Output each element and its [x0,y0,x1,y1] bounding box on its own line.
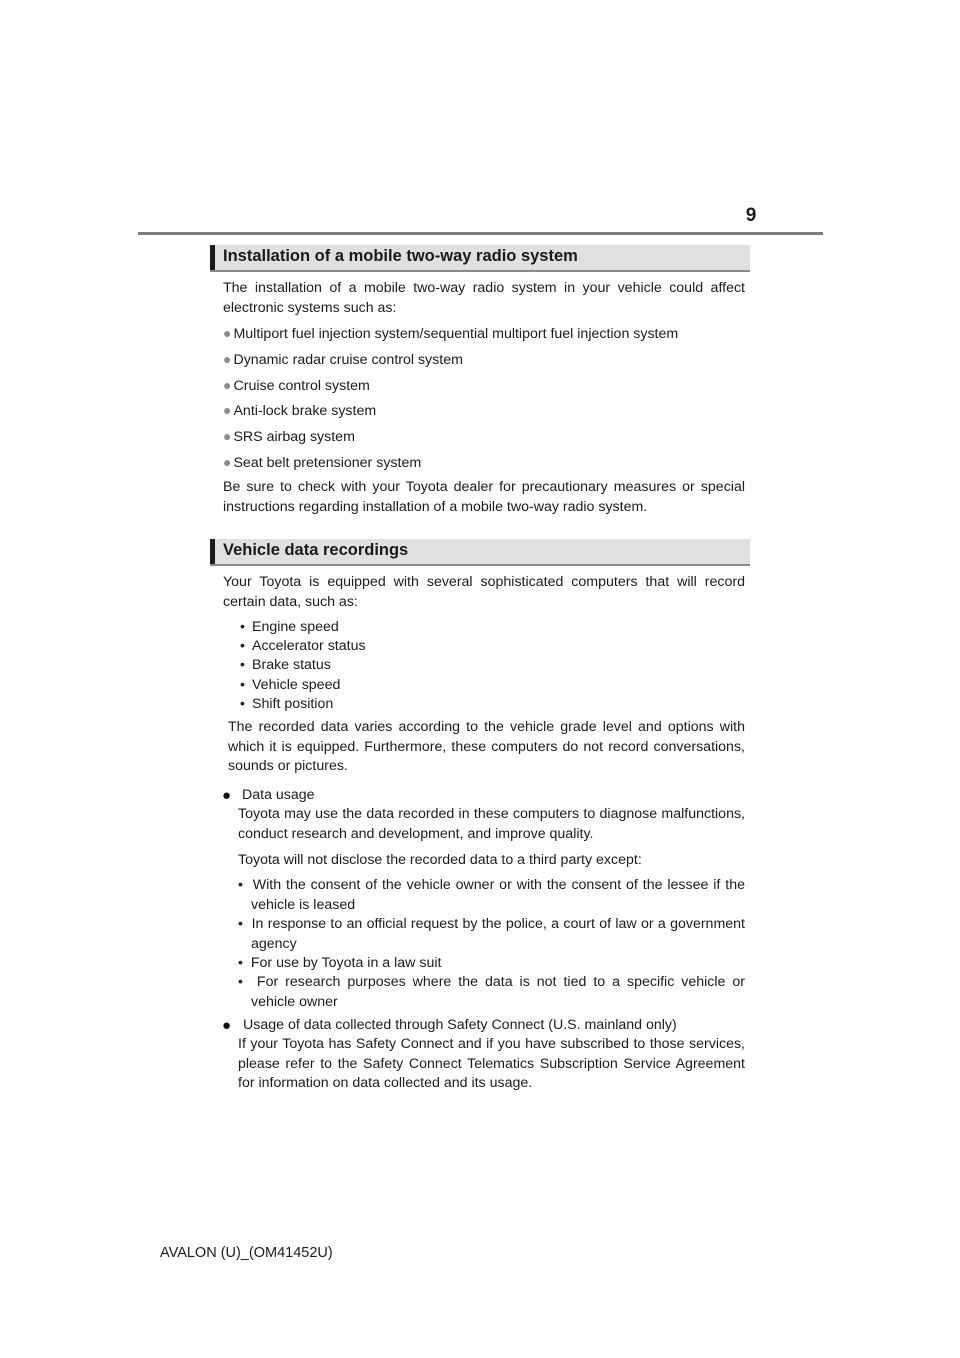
section-title: Installation of a mobile two-way radio system [223,247,578,265]
bullet-icon: • [238,974,243,990]
data-usage-text: Toyota may use the data recorded in these computers to diagnose malfunctions, conduct research and development, and improve quality. [238,806,745,842]
section-header-radio [210,245,750,272]
list-item: • Shift position [240,695,333,715]
list-item: ● Dynamic radar cruise control system [223,351,463,368]
bullet-dot-icon: ● [223,325,232,341]
bullet-icon: • [238,955,243,971]
bullet-dot-icon: ● [223,428,232,444]
list-item: ● Anti-lock brake system [223,402,377,419]
list-item: ● Seat belt pretensioner system [223,454,422,471]
list-item: ● SRS airbag system [223,428,355,445]
bullet-icon: • [240,619,245,635]
list-item: ● Cruise control system [223,377,370,394]
bullet-icon: • [238,877,243,893]
list-item: • For use by Toyota in a law suit [238,955,442,971]
bullet-dot-icon: ● [223,402,232,418]
section-intro: Your Toyota is equipped with several sophisticated computers that will record certain data, such as: [223,574,745,610]
data-note: The recorded data varies according to the vehicle grade level and options with which it is equipped. Furthermore, these computers do not record conversations, sounds or pictures. [228,719,745,774]
bullet-dot-icon: ● [222,1017,232,1034]
disclosure-text: Toyota will not disclose the recorded data to a third party except: [238,852,642,868]
list-item: • Vehicle speed [240,676,340,696]
list-item: • With the consent of the vehicle owner or with the consent of the lessee if the vehicle is leased [238,877,745,913]
list-item: • In response to an official request by the police, a court of law or a government agency [238,916,745,952]
section-intro: The installation of a mobile two-way radio system in your vehicle could affect electronic systems such as: [223,280,745,316]
bullet-dot-icon: ● [223,351,232,367]
bullet-icon: • [240,657,245,673]
list-item: • Brake status [240,656,331,676]
section-title: Vehicle data recordings [223,541,409,559]
header-rule [138,232,823,235]
bullet-dot-icon: ● [223,377,232,393]
list-item: • For research purposes where the data is not tied to a specific vehicle or vehicle owner [238,974,746,1010]
section-outro: Be sure to check with your Toyota dealer for precautionary measures or special instructions regarding installation of a mobile two-way radio system. [223,479,745,515]
bullet-icon: • [240,677,245,693]
list-item: • Accelerator status [240,637,366,657]
bullet-icon: • [240,638,245,654]
list-item: • Engine speed [240,618,339,638]
safety-connect-text: If your Toyota has Safety Connect and if you have subscribed to those services, please refer to the Safety Connect Telematics Subscription Service Agreement for information on data collected and its usage. [238,1036,745,1091]
section-header-data [210,539,750,566]
footer-model-code: AVALON (U)_(OM41452U) [160,1245,333,1261]
bullet-dot-icon: ● [223,454,232,470]
bullet-icon: • [238,916,243,932]
page-number: 9 [745,205,757,226]
subsection-heading: Usage of data collected through Safety Connect (U.S. mainland only) [243,1017,677,1033]
bullet-dot-icon: ● [222,787,232,804]
list-item: ● Multiport fuel injection system/sequential multiport fuel injection system [223,325,679,342]
bullet-icon: • [240,696,245,712]
subsection-heading: Data usage [242,787,315,803]
